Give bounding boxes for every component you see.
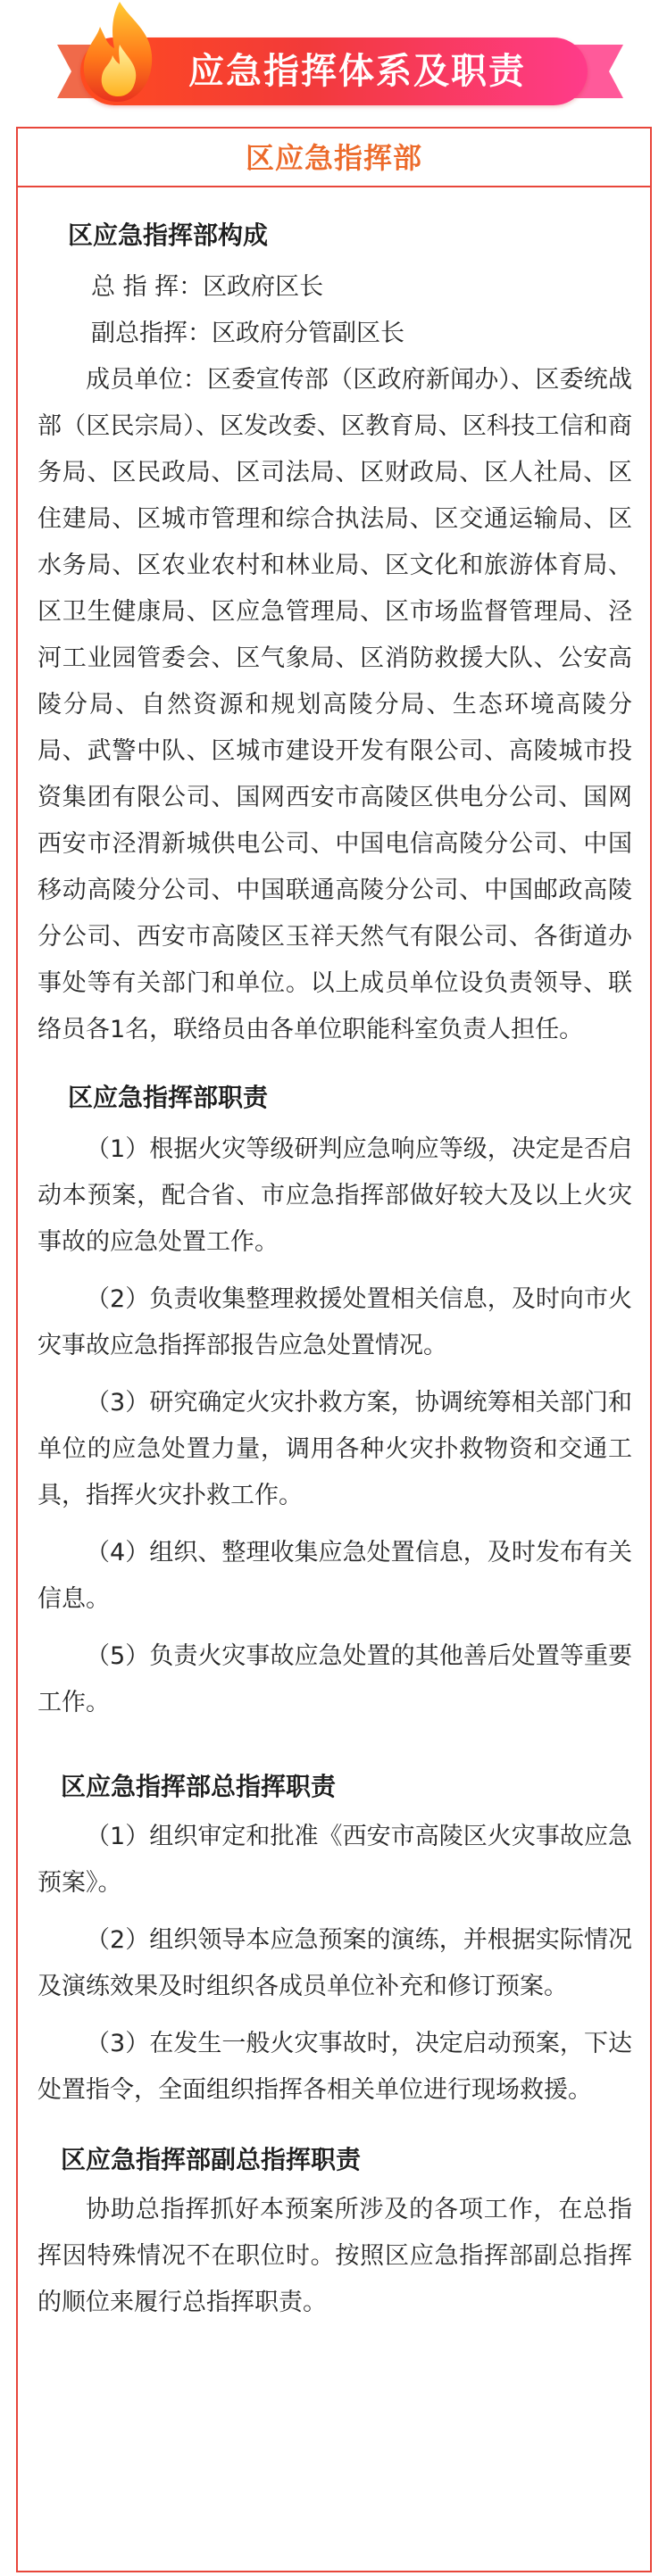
duty-item: （4）组织、整理收集应急处置信息，及时发布有关信息。: [38, 1539, 632, 1613]
section-heading: 区应急指挥部职责: [68, 1083, 269, 1112]
duty-item: （3）研究确定火灾扑救方案，协调统筹相关部门和单位的应急处置力量，调用各种火灾扑救物资和交通工具，指挥火灾扑救工作。: [38, 1389, 632, 1509]
section-heading: 区应急指挥部副总指挥职责: [61, 2145, 362, 2174]
section-commander-duties: [38, 1769, 632, 2114]
deputy-line: 副总指挥：区政府分管副区长: [91, 320, 404, 347]
section-duties: [38, 1080, 632, 1726]
section-composition: [38, 218, 632, 1053]
page-title: 应急指挥体系及职责: [188, 51, 526, 92]
commander-duty-item: （1）组织审定和批准《西安市高陵区火灾事故应急预案》。: [38, 1823, 632, 1897]
section-heading: 区应急指挥部总指挥职责: [61, 1772, 337, 1801]
deputy-duty-paragraph: 协助总指挥抓好本预案所涉及的各项工作，在总指挥因特殊情况不在职位时。按照区应急指挥部副总指挥的顺位来履行总指挥职责。: [38, 2196, 632, 2316]
section-heading: 区应急指挥部构成: [68, 220, 269, 250]
content-box: [16, 127, 652, 2572]
duty-item: （2）负责收集整理救援处置相关信息，及时向市火灾事故应急指挥部报告应急处置情况。: [38, 1285, 632, 1359]
duty-item: （1）根据火灾等级研判应急响应等级，决定是否启动本预案，配合省、市应急指挥部做好较大及以上火灾事故的应急处置工作。: [38, 1135, 632, 1256]
section-deputy-duties: [38, 2142, 632, 2326]
commander-duty-item: （2）组织领导本应急预案的演练，并根据实际情况及演练效果及时组织各成员单位补充和修订预案。: [38, 1926, 632, 2000]
title-banner: [0, 0, 667, 116]
duty-item: （5）负责火灾事故应急处置的其他善后处置等重要工作。: [38, 1642, 632, 1716]
commander-duty-item: （3）在发生一般火灾事故时，决定启动预案，下达处置指令，全面组织指挥各相关单位进行现场救援。: [38, 2030, 632, 2104]
members-paragraph: 成员单位：区委宣传部（区政府新闻办）、区委统战部（区民宗局）、区发改委、区教育局、区科技工信和商务局、区民政局、区司法局、区财政局、区人社局、区住建局、区城市管理和综合执法局、区交通运输局、区水务局、区农业农村和林业局、区文化和旅游体育局、区卫生健康局、区应急管理局、区市场监督管理局、泾河工业园管委会、区气象局、区消防救援大队、公安高陵分局、自然资源和规划高陵分局、生态环境高陵分局、武警中队、区城市建设开发有限公司、高陵城市投资集团有限公司、国网西安市高陵区供电分公司、国网西安市泾渭新城供电公司、中国电信高陵分公司、中国移动高陵分公司、中国联通高陵分公司、中国邮政高陵分公司、西安市高陵区玉祥天然气有限公司、各街道办事处等有关部门和单位。以上成员单位设负责领导、联络员各1名，联络员由各单位职能科室负责人担任。: [38, 366, 632, 1043]
content-body: [18, 218, 650, 2326]
commander-line: 总 指 挥：区政府区长: [91, 273, 324, 301]
box-heading: 区应急指挥部: [18, 129, 650, 187]
